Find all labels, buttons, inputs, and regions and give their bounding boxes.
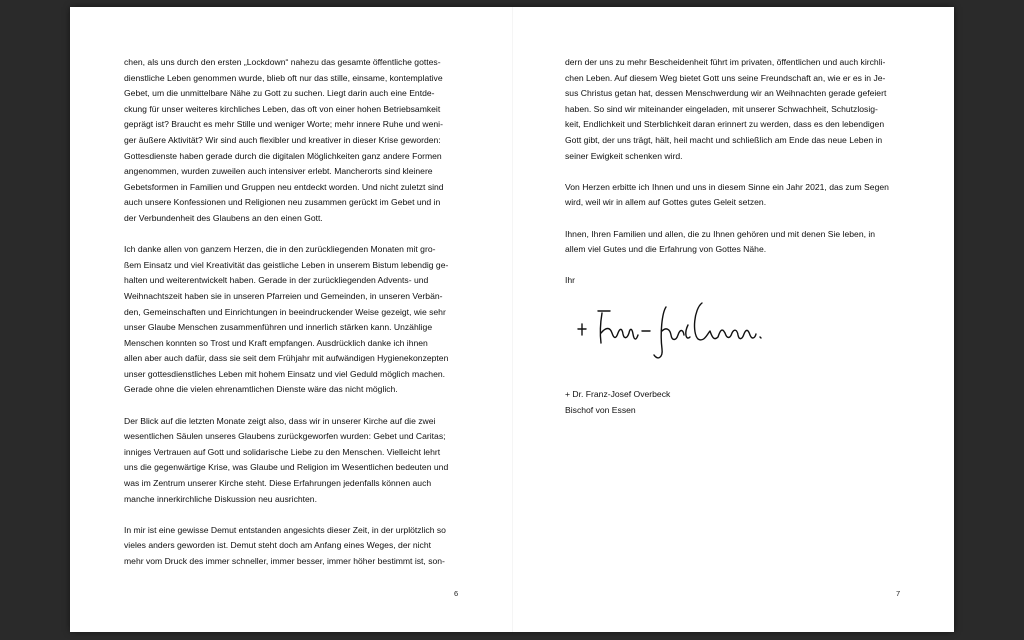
page-gutter <box>512 7 513 632</box>
text-line: ckung für unser weiteres kirchliches Leben, das oft von einer hohen Betriebsamkeit <box>124 103 441 114</box>
text-line: Gebetsformen in Familien und Gruppen neu entdeckt worden. Und nicht zuletzt sind <box>124 181 444 192</box>
text-line: seiner Ewigkeit schenken wird. <box>565 150 683 161</box>
text-line: Ich danke allen von ganzem Herzen, die in den zurückliegenden Monaten mit gro- <box>124 244 436 255</box>
text-line: halten und weiterentwickelt haben. Gerade in der zurückliegenden Advents- und <box>124 275 429 286</box>
text-line: Weihnachtszeit haben sie in unseren Pfarreien und Gemeinden, in unseren Verbän- <box>124 290 443 301</box>
text-line: Ihr <box>565 275 576 286</box>
paragraph <box>565 227 905 258</box>
page-spread <box>70 7 954 632</box>
signature-title: Bischof von Essen <box>565 405 636 415</box>
paragraph <box>124 414 464 508</box>
text-line: geprägt ist? Braucht es mehr Stille und weniger Worte; mehr innere Ruhe und weni- <box>124 119 443 130</box>
paragraph <box>124 55 464 227</box>
text-line: Der Blick auf die letzten Monate zeigt also, dass wir in unserer Kirche auf die zwei <box>124 415 436 426</box>
paragraph <box>124 523 464 570</box>
paragraph <box>565 273 905 289</box>
text-line: sus Christus getan hat, dessen Menschwerdung wir an Weihnachten gerade gefeiert <box>565 88 887 99</box>
text-line: In mir ist eine gewisse Demut entstanden angesichts dieser Zeit, in der urplötzlich so <box>124 524 446 535</box>
text-line: allem viel Gutes und die Erfahrung von Gottes Nähe. <box>565 244 767 255</box>
text-line: was im Zentrum unserer Kirche steht. Diese Erfahrungen jedenfalls können auch <box>124 478 432 489</box>
text-line: Ihnen, Ihren Familien und allen, die zu Ihnen gehören und mit denen Sie leben, in <box>565 228 876 239</box>
text-line: unser Glaube Menschen zusammenführen und innerlich stärken kann. Unzählige <box>124 322 433 333</box>
text-line: Gebet, um die unmittelbare Nähe zu Gott zu suchen. Liegt darin auch eine Entde- <box>124 88 435 99</box>
page-number-right: 7 <box>896 589 901 598</box>
handwritten-signature <box>570 297 800 377</box>
text-line: ßem Einsatz und viel Kreativität das geistliche Leben in unserem Bistum lebendig ge- <box>124 259 449 270</box>
text-line: mehr vom Druck des immer schneller, immer besser, immer höher bestimmt ist, son- <box>124 556 445 566</box>
text-line: chen, als uns durch den ersten „Lockdown“ nahezu das gesamte öffentliche gottes- <box>124 57 441 67</box>
paragraph <box>565 180 905 211</box>
right-page-text <box>565 55 905 305</box>
text-line: ger äußere Aktivität? Wir sind auch flexibler und kreativer in dieser Krise geworden: <box>124 134 441 145</box>
page-number-left: 6 <box>454 589 459 598</box>
text-line: den, Gemeinschaften und Einrichtungen in beeindruckender Weise gezeigt, wie sehr <box>124 306 446 317</box>
text-line: wird, weil wir in allem auf Gottes gutes Geleit setzen. <box>565 197 767 208</box>
left-page-text <box>124 55 464 585</box>
text-line: dienstliche Leben genommen wurde, blieb oft nur das stille, einsame, kontemplative <box>124 72 443 83</box>
text-line: wesentlichen Säulen unseres Glaubens zurückgeworfen wurden: Gebet und Caritas; <box>124 431 446 442</box>
paragraph <box>124 242 464 398</box>
text-line: Gottesdienste haben gerade durch die digitalen Möglichkeiten ganz andere Formen <box>124 150 442 161</box>
text-line: auch unsere Konfessionen und Religionen neu zusammen gerückt im Gebet und in <box>124 197 441 208</box>
text-line: inniges Vertrauen auf Gott und solidarische Liebe zu den Menschen. Vielleicht lehrt <box>124 446 441 457</box>
text-line: Menschen konnten so Trost und Kraft empfangen. Ausdrücklich danke ich ihnen <box>124 337 428 348</box>
text-line: allen aber auch dafür, dass sie seit dem Frühjahr mit aufwändigen Hygienekonzepten <box>124 353 449 364</box>
paragraph <box>565 55 905 164</box>
text-line: manche innerkirchliche Diskussion neu ausrichten. <box>124 493 317 504</box>
text-line: keit, Endlichkeit und Sterblichkeit daran erinnert zu werden, dass es den lebendigen <box>565 119 885 130</box>
text-line: Gerade ohne die vielen ehrenamtlichen Dienste wäre das nicht möglich. <box>124 384 398 395</box>
signature-name: + Dr. Franz-Josef Overbeck <box>565 389 671 399</box>
text-line: unser gottesdienstliches Leben mit hohem Einsatz und viel Geduld möglich machen. <box>124 368 446 379</box>
text-line: angenommen, wurden zuweilen auch intensiver erlebt. Mancherorts sind kleinere <box>124 166 433 177</box>
text-line: chen Leben. Auf diesem Weg bietet Gott uns seine Freundschaft an, wie er es in Je- <box>565 72 886 83</box>
text-line: dern der uns zu mehr Bescheidenheit führt im privaten, öffentlichen und auch kirchli- <box>565 57 886 67</box>
text-line: uns die gegenwärtige Krise, was Glaube und Religion im Wesentlichen bedeuten und <box>124 462 449 473</box>
text-line: Gott gibt, der uns trägt, hält, heil macht und schließlich am Ende das neue Leben in <box>565 134 883 145</box>
text-line: Von Herzen erbitte ich Ihnen und uns in diesem Sinne ein Jahr 2021, das zum Segen <box>565 181 889 192</box>
text-line: vieles anders geworden ist. Demut steht doch am Anfang eines Weges, der nicht <box>124 540 431 551</box>
text-line: haben. So sind wir miteinander eingeladen, mit unserer Schwachheit, Schutzlosig- <box>565 103 878 114</box>
text-line: der Verbundenheit des Glaubens an den einen Gott. <box>124 212 323 223</box>
